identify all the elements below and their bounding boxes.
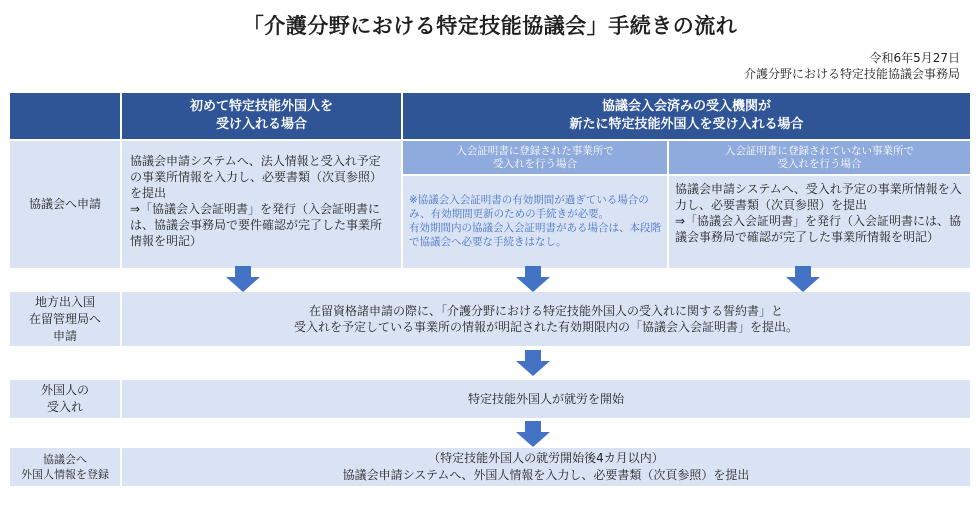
header-corner (10, 93, 120, 139)
immigration-procedure: 在留資格諸申請の際に、「介護分野における特定技能外国人の受入れに関する誓約書」と 受入れを予定している事業所の情報が明記された有効期限内の「協議会入会証明書」を提出。 (122, 292, 970, 346)
down-arrow-icon (516, 266, 550, 292)
subheader-unregistered-office: 入会証明書に登録されていない事業所で 受入れを行う場合 (669, 141, 970, 174)
subheader-registered-office: 入会証明書に登録された事業所で 受入れを行う場合 (403, 141, 667, 174)
page-title: 「介護分野における特定技能協議会」手続きの流れ (242, 14, 738, 38)
header-registered-org: 協議会入会済みの受入機関が 新たに特定技能外国人を受け入れる場合 (403, 93, 970, 139)
row-label-apply-council: 協議会へ申請 (10, 141, 120, 268)
down-arrow-icon (516, 421, 550, 447)
note-expired-certificate: ※協議会入会証明書の有効期間が過ぎている場合のみ、有効期間更新のための手続きが必要。 (409, 194, 649, 220)
row-label-acceptance: 外国人の 受入れ (10, 380, 120, 418)
issuer-text: 介護分野における特定技能協議会事務局 (743, 67, 960, 81)
down-arrow-icon (226, 266, 260, 292)
row-label-register: 協議会へ 外国人情報を登録 (10, 448, 120, 486)
note-valid-certificate: 有効期間内の協議会入会証明書がある場合は、本段階で協議会へ必要な手続きはなし。 (409, 222, 661, 248)
down-arrow-icon (786, 266, 820, 292)
register-procedure: （特定技能外国人の就労開始後4カ月以内） 協議会申請システムへ、外国人情報を入力し、必要書類（次頁参照）を提出 (122, 448, 970, 486)
document-meta (744, 50, 960, 82)
unregistered-office-procedure: 協議会申請システムへ、受入れ予定の事業所情報を入力し、必要書類（次頁参照）を提出 ⇒「協議会入会証明書」を発行（入会証明書には、協議会事務局で確認が完了した事業所情報を明記） (669, 176, 970, 268)
down-arrow-icon (516, 350, 550, 376)
acceptance-procedure: 特定技能外国人が就労を開始 (122, 380, 970, 418)
header-first-time: 初めて特定技能外国人を 受け入れる場合 (122, 93, 401, 139)
registered-office-notes (403, 176, 667, 268)
row-label-immigration: 地方出入国 在留管理局へ 申請 (10, 292, 120, 346)
date-text: 令和6年5月27日 (869, 51, 960, 65)
first-time-procedure: 協議会申請システムへ、法人情報と受入れ予定の事業所情報を入力し、必要書類（次頁参照）を提出 ⇒「協議会入会証明書」を発行（入会証明書には、協議会事務局で要件確認が完了した事業所情報を明記） (122, 141, 401, 268)
